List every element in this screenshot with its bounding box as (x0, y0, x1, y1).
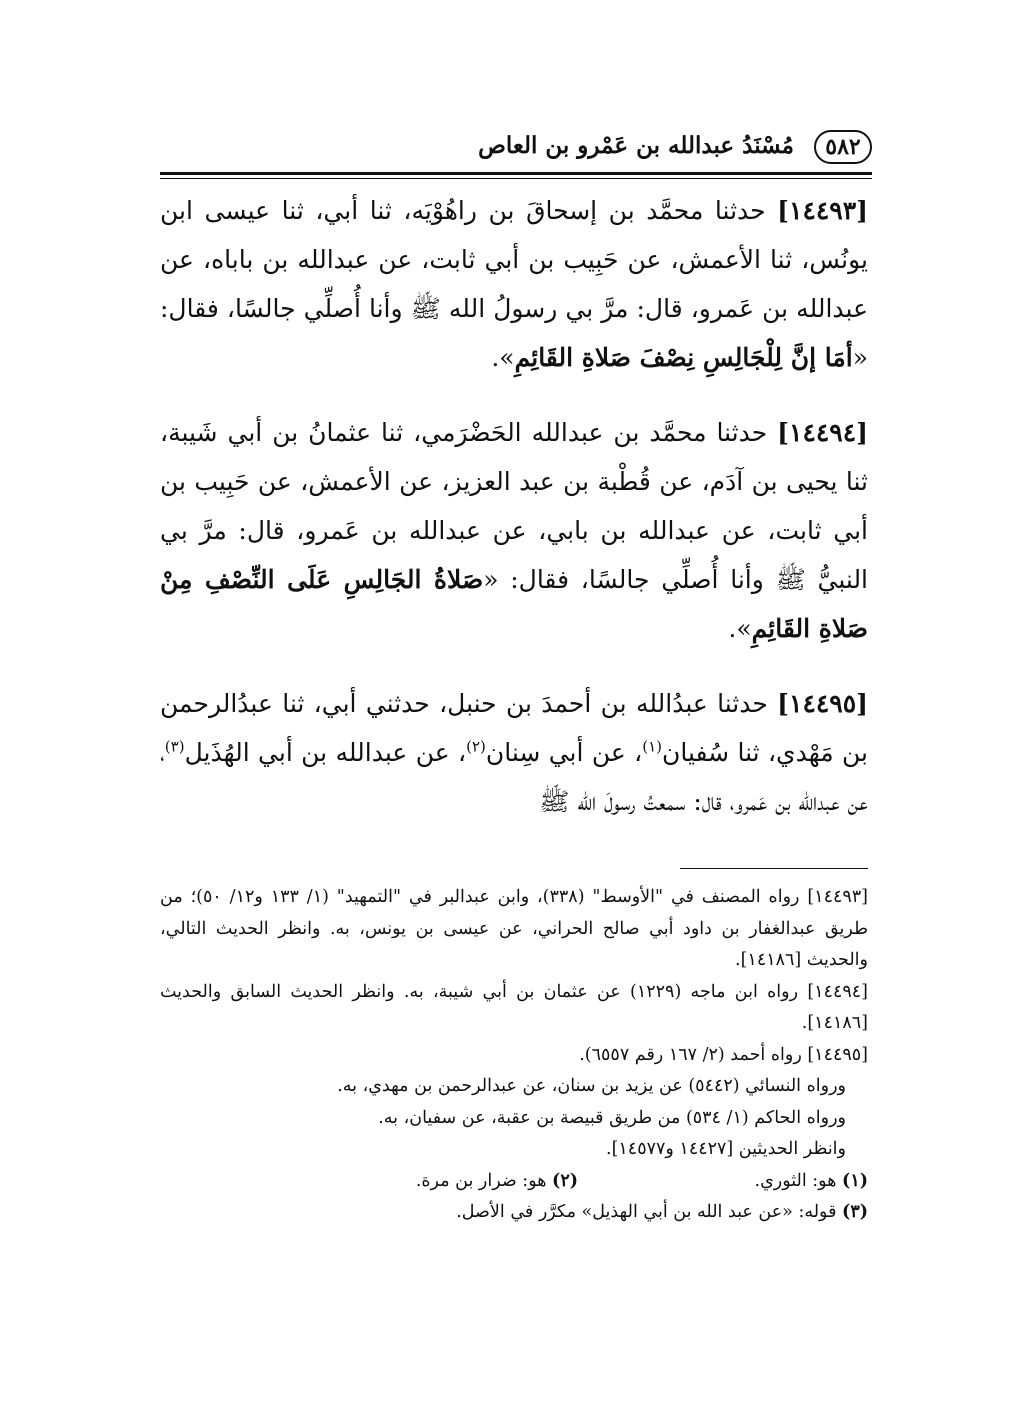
note-text: هو: الثوري. (754, 1170, 843, 1191)
footnote-ref-2: (٢) (466, 737, 486, 756)
note-3 (160, 1197, 868, 1229)
footnote-14495-line: ورواه النسائي (٥٤٤٢) عن يزيد بن سنان، عن عبدالرحمن بن مهدي، به. (337, 1076, 846, 1096)
hadith-14495 (160, 679, 868, 826)
hadith-text: حدثنا محمَّد بن عبدالله الحَضْرَمي، ثنا عثمانُ بن أبي شَيبة، ثنا يحيى بن آدَم، عن قُطْبة بن عبد العزيز، عن الأعمش، عن حَبِيب بن أبي ثابت، عن عبدالله بن بابي، عن عبدالله بن عَمرو، قال: مرَّ بي النبيُّ ﷺ وأنا أُصلِّي جالسًا، فقال: « (160, 418, 869, 594)
note-1 (578, 1166, 868, 1198)
footnote-14494: [١٤٤٩٤] رواه ابن ماجه (١٢٢٩) عن عثمان بن أبي شيبة، به. وانظر الحديث السابق والحديث [١٤١٨٦]. (160, 981, 868, 1033)
footnote-14495-line: وانظر الحديثين [١٤٤٢٧ و١٤٥٧٧]. (606, 1139, 846, 1159)
hadith-number: [١٤٤٩٣] (777, 196, 868, 225)
footnote-ref-1: (١) (642, 737, 662, 756)
hadith-quote: أمَا إنَّ لِلْجَالِسِ نِصْفَ صَلاةِ القَائِمِ (514, 343, 853, 372)
note-2 (288, 1166, 578, 1198)
note-text: قوله: «عن عبد الله بن أبي الهذيل» مكرَّر في الأصل. (456, 1202, 843, 1222)
page-header (160, 122, 872, 168)
footnote-14495-line: ورواه الحاكم (١/ ٥٣٤) من طريق قبيصة بن عقبة، عن سفيان، به. (378, 1107, 846, 1128)
hadith-text: ، عن عبدالله بن عَمرو، قال: سمعتُ رسولَ الله ﷺ (160, 738, 868, 816)
footnote-14495: [١٤٤٩٥] رواه أحمد (٢/ ١٦٧ رقم ٦٥٥٧). (579, 1044, 868, 1065)
page-number: ٥٨٢ (814, 130, 872, 164)
hadith-tail: ». (491, 343, 515, 372)
note-mark: (١) (842, 1170, 868, 1191)
footnote-14493: [١٤٤٩٣] رواه المصنف في "الأوسط" (٣٣٨)، وابن عبدالبر في "التمهيد" (١/ ١٣٣ و١٢/ ٥٠)؛ من طريق عبدالغفار بن داود أبي صالح الحراني، عن عيسى بن يونس، به. وانظر الحديث التالي، والحديث [١٤١٨٦]. (160, 887, 868, 970)
hadith-text: ، عن أبي سِنان (485, 738, 643, 767)
footnote-notes-row (160, 1166, 868, 1198)
hadith-14494 (160, 408, 868, 653)
hadith-14493 (160, 186, 868, 382)
hadith-tail: ». (728, 614, 752, 643)
header-rule-thin (160, 178, 872, 179)
main-text (160, 186, 868, 852)
header-rule-thick (160, 172, 872, 175)
footnote-rule (680, 868, 868, 869)
hadith-text: حدثنا عبدُالله بن أحمدَ بن حنبل، حدثني أبي، ثنا عبدُالرحمن بن مَهْدي، ثنا سُفيان (160, 689, 868, 767)
hadith-text: حدثنا محمَّد بن إسحاقَ بن راهُوْيَه، ثنا أبي، ثنا عيسى ابن يونُس، ثنا الأعمش، عن حَبِيب بن أبي ثابت، عن عبدالله بن باباه، عن عبدالله بن عَمرو، قال: مرَّ بي رسولُ الله ﷺ وأنا أُصلِّي جالسًا، فقال: « (160, 196, 868, 372)
note-mark: (٢) (552, 1170, 578, 1191)
footnote-ref-3: (٣) (164, 737, 185, 756)
hadith-number: [١٤٤٩٥] (777, 689, 868, 718)
hadith-number: [١٤٤٩٤] (777, 418, 868, 447)
hadith-text: ، عن عبدالله بن أبي الهُذَيل (184, 738, 467, 767)
hadith-quote: صَلاةُ الجَالِسِ عَلَى النِّصْفِ مِنْ صَلاةِ القَائِمِ (160, 565, 868, 643)
running-title: مُسْنَدُ عبدالله بن عَمْرو بن العاص (478, 132, 794, 159)
note-text: هو: ضرار بن مرة. (415, 1170, 553, 1191)
footnotes (160, 882, 868, 1229)
note-mark: (٣) (842, 1202, 868, 1222)
